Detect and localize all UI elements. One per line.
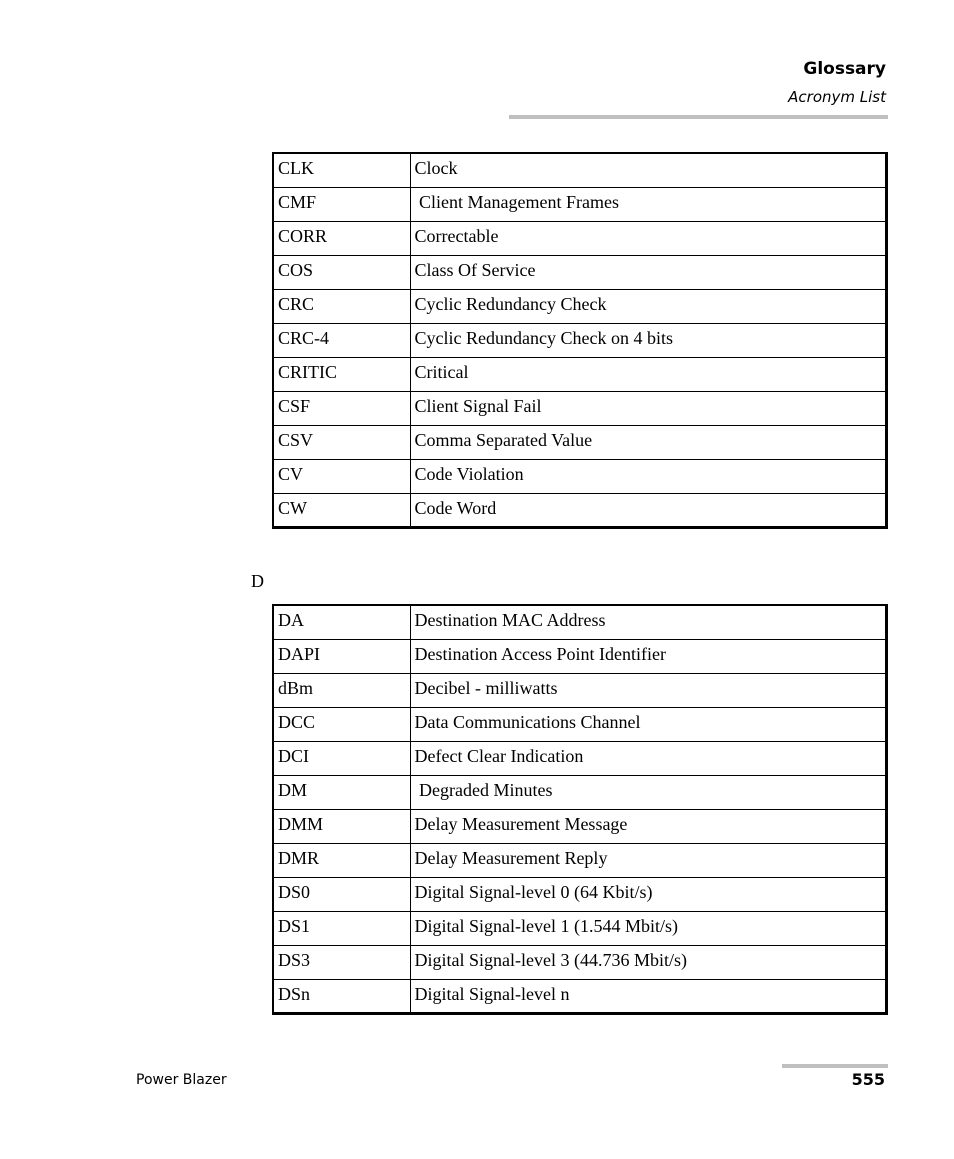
table-row	[273, 639, 887, 673]
header-rule	[509, 115, 888, 119]
footer-product-name: Power Blazer	[136, 1072, 227, 1088]
acronym-cell: CLK	[273, 153, 410, 187]
table-row	[273, 357, 887, 391]
acronym-cell: DSn	[273, 979, 410, 1013]
meaning-cell: Destination MAC Address	[410, 605, 887, 639]
table-row	[273, 605, 887, 639]
table-row	[273, 707, 887, 741]
acronym-cell: DS3	[273, 945, 410, 979]
meaning-cell: Code Violation	[410, 459, 887, 493]
table-row	[273, 945, 887, 979]
table-row	[273, 979, 887, 1013]
acronym-cell: CSF	[273, 391, 410, 425]
acronym-cell: DCC	[273, 707, 410, 741]
acronym-cell: CW	[273, 493, 410, 527]
acronym-cell: DM	[273, 775, 410, 809]
meaning-cell: Digital Signal-level 3 (44.736 Mbit/s)	[410, 945, 887, 979]
table-row	[273, 459, 887, 493]
meaning-cell: Delay Measurement Reply	[410, 843, 887, 877]
table-row	[273, 187, 887, 221]
meaning-cell: Decibel - milliwatts	[410, 673, 887, 707]
acronym-cell: DMR	[273, 843, 410, 877]
table-row	[273, 289, 887, 323]
chapter-title: Glossary	[803, 59, 886, 79]
table-row	[273, 775, 887, 809]
acronym-table-d	[272, 604, 888, 1015]
acronym-cell: DS1	[273, 911, 410, 945]
acronym-cell: CSV	[273, 425, 410, 459]
meaning-cell: Correctable	[410, 221, 887, 255]
meaning-cell: Defect Clear Indication	[410, 741, 887, 775]
meaning-cell: Class Of Service	[410, 255, 887, 289]
acronym-cell: COS	[273, 255, 410, 289]
meaning-cell: Cyclic Redundancy Check on 4 bits	[410, 323, 887, 357]
table-row	[273, 911, 887, 945]
meaning-cell: Degraded Minutes	[410, 775, 887, 809]
table-row	[273, 153, 887, 187]
meaning-cell: Destination Access Point Identifier	[410, 639, 887, 673]
meaning-cell: Digital Signal-level 0 (64 Kbit/s)	[410, 877, 887, 911]
acronym-cell: CRC-4	[273, 323, 410, 357]
table-row	[273, 221, 887, 255]
meaning-cell: Critical	[410, 357, 887, 391]
page-number: 555	[851, 1070, 885, 1089]
table-row	[273, 673, 887, 707]
table-row	[273, 843, 887, 877]
acronym-cell: CMF	[273, 187, 410, 221]
meaning-cell: Delay Measurement Message	[410, 809, 887, 843]
table-row	[273, 809, 887, 843]
acronym-cell: DAPI	[273, 639, 410, 673]
acronym-cell: DCI	[273, 741, 410, 775]
table-row	[273, 877, 887, 911]
meaning-cell: Digital Signal-level 1 (1.544 Mbit/s)	[410, 911, 887, 945]
acronym-cell: DMM	[273, 809, 410, 843]
section-subtitle: Acronym List	[788, 88, 886, 106]
meaning-cell: Client Signal Fail	[410, 391, 887, 425]
meaning-cell: Client Management Frames	[410, 187, 887, 221]
meaning-cell: Digital Signal-level n	[410, 979, 887, 1013]
footer-rule	[782, 1064, 888, 1068]
table-row	[273, 323, 887, 357]
acronym-cell: CORR	[273, 221, 410, 255]
table-row	[273, 425, 887, 459]
meaning-cell: Cyclic Redundancy Check	[410, 289, 887, 323]
acronym-cell: dBm	[273, 673, 410, 707]
table-row	[273, 391, 887, 425]
table-row	[273, 741, 887, 775]
meaning-cell: Data Communications Channel	[410, 707, 887, 741]
acronym-cell: DA	[273, 605, 410, 639]
acronym-cell: CV	[273, 459, 410, 493]
meaning-cell: Comma Separated Value	[410, 425, 887, 459]
acronym-table-c	[272, 152, 888, 529]
meaning-cell: Clock	[410, 153, 887, 187]
table-row	[273, 493, 887, 527]
acronym-cell: CRC	[273, 289, 410, 323]
section-letter-d: D	[251, 571, 264, 591]
meaning-cell: Code Word	[410, 493, 887, 527]
table-row	[273, 255, 887, 289]
acronym-cell: CRITIC	[273, 357, 410, 391]
acronym-cell: DS0	[273, 877, 410, 911]
